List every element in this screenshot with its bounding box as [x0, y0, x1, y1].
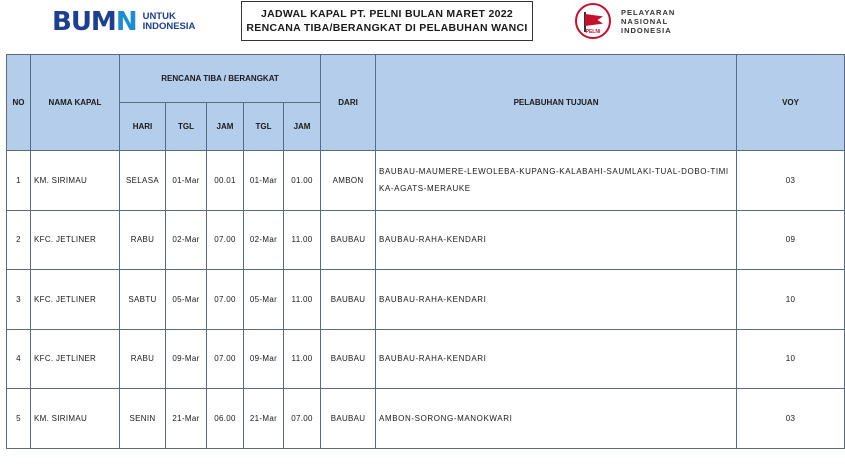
header-tujuan: PELABUHAN TUJUAN: [376, 55, 737, 151]
header-dari: DARI: [321, 55, 376, 151]
cell-kapal: KFC. JETLINER: [31, 270, 120, 330]
page-header: [0, 0, 750, 52]
bumn-logo-word: BUMN: [52, 7, 137, 37]
pelni-logo-text: PELAYARAN NASIONAL INDONESIA: [621, 7, 676, 35]
bumn-logo-tagline: UNTUK INDONESIA: [142, 11, 196, 32]
title-line-2: RENCANA TIBA/BERANGKAT DI PELABUHAN WANCI: [246, 22, 528, 34]
cell-tujuan: BAUBAU-RAHA-KENDARI: [376, 270, 737, 330]
cell-tgl-tiba: 21-Mar: [166, 389, 207, 449]
cell-jam-berangkat: 01.00: [284, 151, 321, 211]
cell-dari: BAUBAU: [321, 210, 376, 270]
cell-tgl-tiba: 05-Mar: [166, 270, 207, 330]
cell-dari: AMBON: [321, 151, 376, 211]
cell-jam-tiba: 07.00: [207, 270, 244, 330]
header-jam-berangkat: JAM: [284, 103, 321, 151]
cell-kapal: KM. SIRIMAU: [31, 389, 120, 449]
table-row: [7, 329, 845, 389]
cell-hari: SELASA: [120, 151, 166, 211]
cell-jam-tiba: 07.00: [207, 329, 244, 389]
header-rencana: RENCANA TIBA / BERANGKAT: [120, 55, 321, 103]
pelni-logo: [575, 3, 675, 39]
header-no: NO: [7, 55, 31, 151]
cell-kapal: KFC. JETLINER: [31, 210, 120, 270]
pelni-emblem-icon: PELNI: [575, 3, 611, 39]
cell-dari: BAUBAU: [321, 329, 376, 389]
cell-voy: 03: [737, 389, 845, 449]
cell-no: 1: [7, 151, 31, 211]
cell-jam-tiba: 07.00: [207, 210, 244, 270]
bumn-logo: [52, 9, 195, 35]
table-row: [7, 270, 845, 330]
cell-jam-berangkat: 07.00: [284, 389, 321, 449]
cell-voy: 10: [737, 270, 845, 330]
cell-no: 4: [7, 329, 31, 389]
cell-tgl-berangkat: 02-Mar: [244, 210, 284, 270]
cell-kapal: KFC. JETLINER: [31, 329, 120, 389]
cell-jam-berangkat: 11.00: [284, 270, 321, 330]
cell-voy: 03: [737, 151, 845, 211]
cell-voy: 09: [737, 210, 845, 270]
cell-hari: RABU: [120, 329, 166, 389]
cell-voy: 10: [737, 329, 845, 389]
schedule-table: [6, 54, 845, 449]
cell-jam-berangkat: 11.00: [284, 210, 321, 270]
header-voy: VOY: [737, 55, 845, 151]
table-row: [7, 210, 845, 270]
header-tgl-tiba: TGL: [166, 103, 207, 151]
cell-hari: SABTU: [120, 270, 166, 330]
header-tgl-berangkat: TGL: [244, 103, 284, 151]
cell-tujuan: BAUBAU-MAUMERE-LEWOLEBA-KUPANG-KALABAHI-SAUMLAKI-TUAL-DOBO-TIMIKA-AGATS-MERAUKE: [376, 151, 737, 211]
cell-hari: SENIN: [120, 389, 166, 449]
cell-tgl-berangkat: 09-Mar: [244, 329, 284, 389]
cell-jam-tiba: 00.01: [207, 151, 244, 211]
cell-hari: RABU: [120, 210, 166, 270]
cell-tgl-tiba: 02-Mar: [166, 210, 207, 270]
header-hari: HARI: [120, 103, 166, 151]
header-nama-kapal: NAMA KAPAL: [31, 55, 120, 151]
cell-dari: BAUBAU: [321, 389, 376, 449]
schedule-title: [241, 1, 533, 41]
cell-jam-berangkat: 11.00: [284, 329, 321, 389]
cell-tgl-berangkat: 21-Mar: [244, 389, 284, 449]
cell-no: 2: [7, 210, 31, 270]
table-row: [7, 389, 845, 449]
cell-no: 5: [7, 389, 31, 449]
cell-tgl-tiba: 01-Mar: [166, 151, 207, 211]
cell-tujuan: AMBON-SORONG-MANOKWARI: [376, 389, 737, 449]
header-jam-tiba: JAM: [207, 103, 244, 151]
cell-tgl-berangkat: 05-Mar: [244, 270, 284, 330]
cell-dari: BAUBAU: [321, 270, 376, 330]
cell-jam-tiba: 06.00: [207, 389, 244, 449]
title-line-1: JADWAL KAPAL PT. PELNI BULAN MARET 2022: [260, 8, 514, 20]
cell-tujuan: BAUBAU-RAHA-KENDARI: [376, 329, 737, 389]
cell-tgl-berangkat: 01-Mar: [244, 151, 284, 211]
cell-tgl-tiba: 09-Mar: [166, 329, 207, 389]
table-row: [7, 151, 845, 211]
cell-kapal: KM. SIRIMAU: [31, 151, 120, 211]
cell-no: 3: [7, 270, 31, 330]
cell-tujuan: BAUBAU-RAHA-KENDARI: [376, 210, 737, 270]
